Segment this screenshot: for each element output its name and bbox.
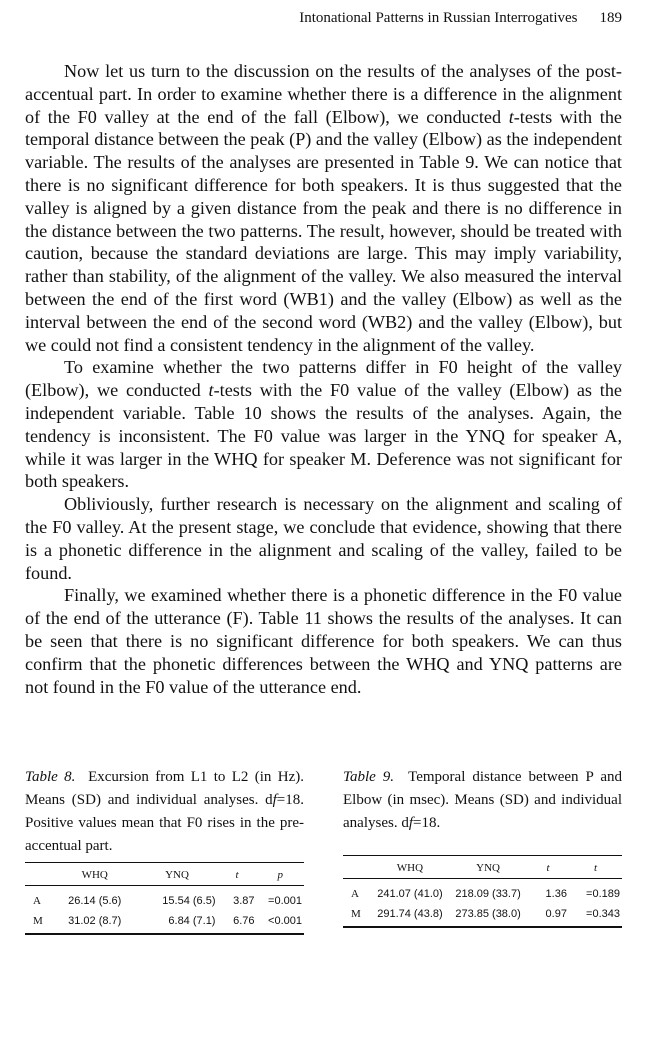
table-cell: A <box>33 895 41 907</box>
table-row <box>25 911 304 934</box>
paragraph-text: Now let us turn to the discussion on the results of the analyses of the post-accentual part. In order to examine whether there is a difference in the alignment of the F0 valley at the end of the fall (Elbow), we conducted <box>25 61 622 127</box>
paragraph <box>25 356 622 493</box>
table-header-cell: t <box>217 863 256 886</box>
caption-text: =18. <box>413 815 441 831</box>
table-9-label: Table 9. <box>343 769 395 785</box>
table-cell: 26.14 (5.6) <box>68 895 122 907</box>
table-cell: 1.36 <box>545 888 567 900</box>
italic-term: t <box>208 380 214 401</box>
table-cell: =0.343 <box>586 908 620 920</box>
table-cell: 291.74 (43.8) <box>377 908 443 920</box>
caption-italic: f <box>272 792 277 808</box>
table-9-caption <box>343 766 622 835</box>
caption-text: Temporal distance between P and Elbow (in msec). Means (SD) and individual analyses. d <box>343 769 623 831</box>
table-cell: =0.001 <box>268 895 302 907</box>
table-row <box>343 904 622 927</box>
table-cell: M <box>351 908 361 920</box>
table-header-cell: YNQ <box>137 863 218 886</box>
paragraph <box>25 584 622 698</box>
table-cell: <0.001 <box>268 915 302 927</box>
paragraph-text: Obliviously, further research is necessary on the alignment and scaling of the F0 valley. At the present stage, we conclude that evidence, showing that there is a phonetic difference in the alignment and scaling of the valley, failed to be found. <box>25 494 622 583</box>
table-cell: =0.189 <box>586 888 620 900</box>
table-header-cell: WHQ <box>53 863 137 886</box>
table-cell: 15.54 (6.5) <box>162 895 216 907</box>
table-9 <box>343 855 622 928</box>
table-header-cell: p <box>257 863 304 886</box>
table-8 <box>25 862 304 935</box>
table-cell: 273.85 (38.0) <box>455 908 521 920</box>
paragraph-text: To examine whether the two patterns differ in F0 height of the valley (Elbow), we conducted <box>25 357 622 401</box>
table-8-label: Table 8. <box>25 769 76 785</box>
running-title: Intonational Patterns in Russian Interrogatives <box>299 10 578 26</box>
table-9-block <box>343 766 622 928</box>
table-cell: 3.87 <box>233 895 255 907</box>
table-header-cell <box>25 863 53 886</box>
table-cell: 218.09 (33.7) <box>455 888 521 900</box>
table-header-cell: WHQ <box>371 856 449 879</box>
table-header-cell: t <box>527 856 569 879</box>
running-head <box>299 10 622 27</box>
paragraph-text: -tests with the F0 value of the valley (Elbow) as the independent variable. Table 10 shows the results of the analyses. Again, the tendency is inconsistent. The F0 value was larger in the YNQ for speaker A, while it was larger in the WHQ for speaker M. Deference was not significant for both speakers. <box>25 380 622 492</box>
table-cell: M <box>33 915 43 927</box>
table-8-block <box>25 766 304 935</box>
table-header-cell <box>343 856 371 879</box>
table-header-cell: YNQ <box>449 856 527 879</box>
caption-text: Excursion from L1 to L2 (in Hz). Means (SD) and individual analyses. d <box>25 769 304 808</box>
table-row <box>25 886 304 912</box>
paragraph <box>25 493 622 584</box>
paragraph-text: Finally, we examined whether there is a phonetic difference in the F0 value of the end of the utterance (F). Table 11 shows the results of the analyses. It can be seen that there is no significant difference for both speakers. We can thus confirm that the phonetic differences between the WHQ and YNQ patterns are not found in the F0 value of the utterance end. <box>25 585 622 697</box>
table-cell: 0.97 <box>545 908 567 920</box>
table-cell: 31.02 (8.7) <box>68 915 122 927</box>
table-cell: 241.07 (41.0) <box>377 888 443 900</box>
table-header-cell: t <box>569 856 622 879</box>
caption-text: =18. Positive values mean that F0 rises in the pre-accentual part. <box>25 792 304 854</box>
table-cell: 6.76 <box>233 915 255 927</box>
italic-term: t <box>508 106 514 127</box>
table-cell: A <box>351 888 359 900</box>
table-cell: 6.84 (7.1) <box>168 915 216 927</box>
page-number: 189 <box>599 10 622 26</box>
body-text <box>25 60 622 698</box>
table-row <box>343 879 622 905</box>
paragraph-text: -tests with the temporal distance between the peak (P) and the valley (Elbow) as the independent variable. The results of the analyses are presented in Table 9. We can notice that there is no significant difference for both speakers. It is thus suggested that the valley is aligned by a given distance from the peak and there is no difference in the distance between the two patterns. The result, however, should be treated with caution, because the standard deviations are large. This may imply variability, rather than stability, of the alignment of the valley. We also measured the interval between the end of the first word (WB1) and the valley (Elbow) as well as the interval between the end of the second word (WB2) and the valley (Elbow), but we could not find a consistent tendency in the alignment of the valley. <box>25 106 622 355</box>
paragraph <box>25 60 622 356</box>
table-8-caption <box>25 766 304 858</box>
caption-italic: f <box>408 815 413 831</box>
